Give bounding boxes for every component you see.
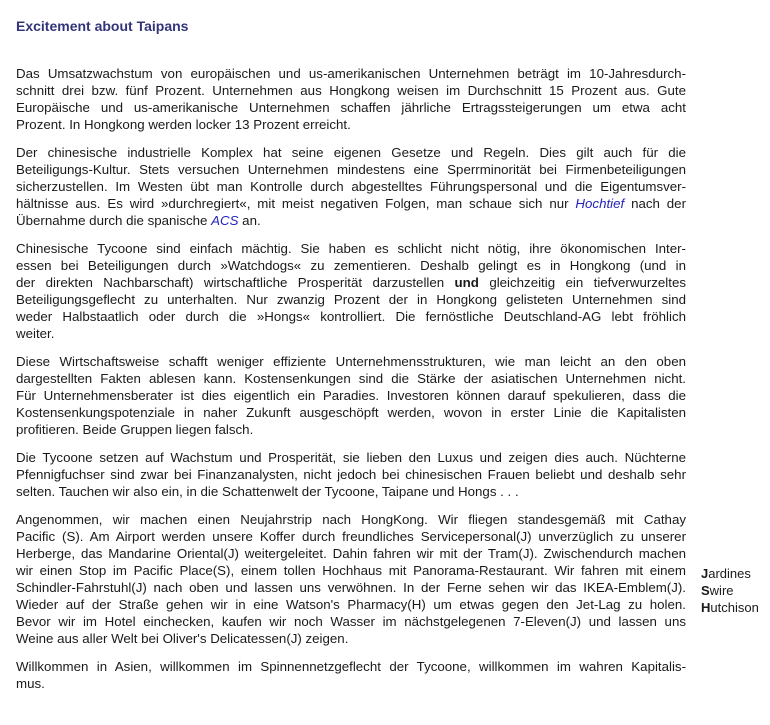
- text-line: weiter.: [16, 325, 55, 341]
- emphasis-und: und: [454, 274, 479, 290]
- text-line: Kostensenkungspotenziale in naher Zukunft ausgeschöpft werden, wovon in erster Linie die Kapitalisten: [16, 404, 686, 420]
- paragraph-growth: [16, 66, 686, 134]
- text-line: sicherzustellen. Im Westen übt man Kontrolle durch abgestelltes Führungspersonal und die Eigentumsver-: [16, 178, 686, 194]
- text-segment: nach der: [624, 195, 686, 211]
- text-line: Das Umsatzwachstum von europäischen und us-amerikanischen Unternehmen beträgt im 10-Jahresdurch-: [16, 66, 686, 81]
- text-line: Bevor wir im Hotel einchecken, kaufen wir noch Wasser im nächstgelegenen 7-Eleven(J) und lassen uns: [16, 613, 686, 629]
- text-line: Chinesische Tycoone sind einfach mächtig. Sie haben es schlicht nicht nötig, ihre ökonomischen Inter-: [16, 241, 686, 257]
- acs-link[interactable]: ACS: [211, 212, 239, 228]
- text-line: Europäische und us-amerikanische Unternehmen schaffen jährliche Ertragssteigerungen um etwa acht: [16, 99, 686, 115]
- text-line: Wieder auf der Straße gehen wir in eine Watson's Pharmacy(H) um etwas gegen den Jet-Lag zu holen.: [16, 596, 686, 612]
- paragraph-hongkong-trip: [16, 512, 686, 647]
- hochtief-link[interactable]: Hochtief: [575, 195, 625, 211]
- text-line: wir einen Stop im Pacific Place(S), einem tollen Hochhaus mit Panorama-Restaurant. Wir fahren mit einem: [16, 563, 686, 579]
- text-line: Herberge, das Mandarine Oriental(J) weitergeleitet. Dahin fahren wir mit der Tram(J). Zwischendurch machen: [16, 546, 686, 562]
- text-line: Für Unternehmensberater ist dies eigentlich ein Paradies. Investoren können darauf spekulieren, dass die: [16, 387, 686, 403]
- text-line: Willkommen in Asien, willkommen im Spinnennetzgeflecht der Tycoone, willkommen im wahren Kapitalis-: [16, 659, 686, 675]
- text-segment: hältnisse aus. Es wird »durchregiert«, mit meist negativen Folgen, man schaue sich nur: [16, 195, 576, 211]
- text-line: Der chinesische industrielle Komplex hat seine eigenen Gesetze und Regeln. Dies gilt auch für die: [16, 145, 686, 161]
- text-line: Beteiligungs-Kultur. Stets versuchen Unternehmen mindestens eine Sperrminorität bei Firmenbeteiligungen: [16, 162, 686, 178]
- text-line: Schindler-Fahrstuhl(J) nach oben und lassen uns verwöhnen. In der Ferne sehen wir das IKEA-Emblem(J).: [16, 579, 686, 595]
- initial-letter: S: [701, 582, 710, 598]
- text-line: schnitt drei bzw. fünf Prozent. Unternehmen aus Hongkong weisen im Durchschnitt 15 Prozent aus. Gute: [16, 82, 686, 98]
- text-segment: Übernahme durch die spanische: [16, 212, 212, 228]
- text-line: Pfennigfuchser sind zwar bei Finanzanalysten, nicht jedoch bei chinesischen Frauen beliebt und deshalb sehr: [16, 467, 686, 483]
- text-line: [16, 275, 686, 292]
- text-line: Prozent. In Hongkong werden locker 13 Prozent erreicht.: [16, 116, 351, 132]
- text-line: mus.: [16, 676, 45, 691]
- paragraph-economy: [16, 354, 686, 439]
- initial-letter: J: [701, 566, 709, 581]
- text-line: selten. Tauchen wir also ein, in die Schattenwelt der Tycoone, Taipane und Hongs . . .: [16, 483, 519, 499]
- text-line: weder Halbstaatlich oder durch die »Hongs« kontrolliert. Die fernöstliche Deutschland-AG lebt fröhlich: [16, 308, 686, 324]
- word-rest: utchison: [710, 599, 759, 615]
- word-rest: wire: [709, 582, 734, 598]
- margin-note-hutchison: [701, 600, 759, 617]
- text-line: Angenommen, wir machen einen Neujahrstrip nach HongKong. Wir fliegen standesgemäß mit Cathay: [16, 512, 686, 528]
- text-line: Die Tycoone setzen auf Wachstum und Prosperität, sie lieben den Luxus und zeigen dies auch. Nüchterne: [16, 450, 686, 466]
- text-line: Pacific (S). Am Airport werden unsere Koffer durch freundliches Servicepersonal(J) unverzüglich zu unserer: [16, 529, 686, 545]
- word-rest: ardines: [708, 566, 751, 581]
- page-title: Excitement about Taipans: [16, 18, 189, 34]
- text-line: [16, 196, 686, 213]
- text-line: Weine aus aller Welt bei Oliver's Delicatessen(J) zeigen.: [16, 630, 349, 646]
- margin-note-jsh: [701, 566, 759, 617]
- text-line: Beteiligungsgeflecht zu unterhalten. Nur zwanzig Prozent der in Hongkong gelisteten Unternehmen sind: [16, 291, 686, 307]
- paragraph-welcome: [16, 659, 686, 693]
- text-line: dargestellten Fakten ablesen kann. Kostensenkungen sind die Stärke der asiatischen Unternehmen nicht.: [16, 371, 686, 386]
- article-body: [16, 66, 686, 704]
- text-line: profitieren. Beide Gruppen liegen falsch.: [16, 421, 254, 437]
- text-segment: an.: [238, 212, 261, 228]
- margin-note-swire: [701, 583, 759, 600]
- paragraph-tycoons: [16, 241, 686, 342]
- text-line: essen bei Beteiligungen durch »Watchdogs« zu zementieren. Deshalb gelingt es in Hongkong (und in: [16, 258, 686, 274]
- text-line: Diese Wirtschaftsweise schafft weniger effiziente Unternehmensstrukturen, wie man leicht an den oben: [16, 354, 686, 370]
- paragraph-luxury: [16, 450, 686, 501]
- text-segment: der direkten Nachbarschaft) wirtschaftliche Prosperität darzustellen: [16, 274, 455, 290]
- initial-letter: H: [701, 599, 711, 615]
- margin-note-jardines: [701, 566, 759, 583]
- text-segment: gleichzeitig ein tiefverwurzeltes: [478, 274, 686, 290]
- paragraph-industrial-complex: [16, 145, 686, 230]
- text-line: [16, 213, 686, 230]
